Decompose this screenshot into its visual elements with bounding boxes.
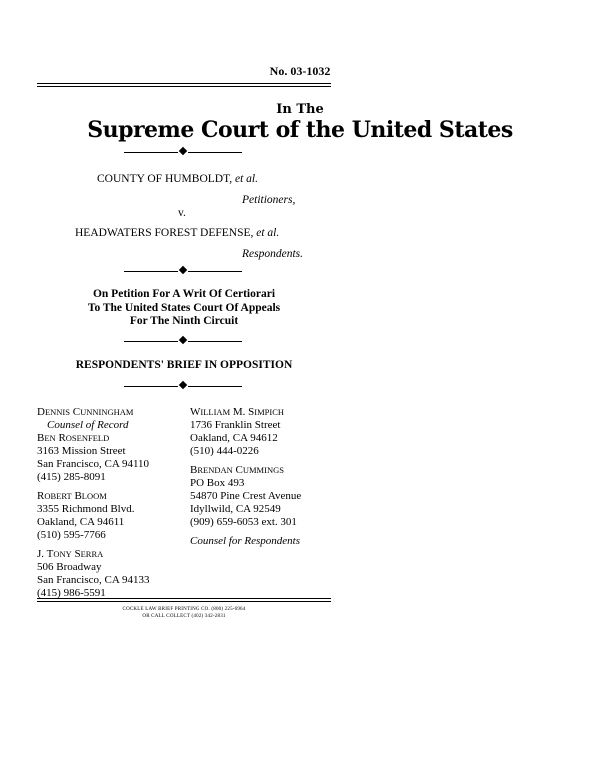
ornament-divider [124,266,242,276]
respondent-role: Respondents. [242,248,304,260]
printer-footer [37,606,331,620]
counsel-name: ROBERT BLOOM [37,490,107,502]
petitioner-role: Petitioners, [242,194,296,206]
phone-number: (415) 986-5591 [37,587,106,599]
petition-line-2: To The United States Court Of Appeals [87,301,281,314]
address-line: Oakland, CA 94612 [190,432,278,444]
respondent-name: HEADWATERS FOREST DEFENSE, [75,227,254,239]
petitioner-name: COUNTY OF HUMBOLDT, [97,173,233,185]
address-line: 1736 Franklin Street [190,419,281,431]
petitioner-line [97,173,258,185]
address-line: San Francisco, CA 94133 [37,574,150,586]
phone-number: (415) 285-8091 [37,471,106,483]
counsel-name: J. TONY SERRA [37,548,104,560]
brief-title: RESPONDENTS' BRIEF IN OPPOSITION [75,359,293,371]
ornament-divider [124,147,242,157]
footer-line-2: OR CALL COLLECT (402) 342-2831 [142,614,226,619]
footer-line-1: COCKLE LAW BRIEF PRINTING CO. (800) 225-6964 [122,607,246,612]
phone-number: (510) 444-0226 [190,445,259,457]
counsel-right-column [190,406,335,548]
address-line: Idyllwild, CA 92549 [190,503,281,515]
address-line: 3355 Richmond Blvd. [37,503,135,515]
respondent-etal: et al. [256,227,280,239]
petition-line-3: For The Ninth Circuit [129,315,239,327]
respondent-line [75,227,279,239]
address-line: PO Box 493 [190,477,245,489]
counsel-name: BEN ROSENFELD [37,432,110,444]
counsel-for-respondents: Counsel for Respondents [190,535,300,547]
address-line: Oakland, CA 94611 [37,516,125,528]
counsel-name: BRENDAN CUMMINGS [190,464,284,476]
address-line: 506 Broadway [37,561,102,573]
petition-line-1: On Petition For A Writ Of Certiorari [92,288,276,300]
counsel-name: WILLIAM M. SIMPICH [190,406,285,418]
bottom-double-rule [37,598,331,602]
petition-block [37,288,331,329]
ornament-divider [124,336,242,346]
petitioner-etal: et al. [235,173,258,185]
court-name: Supreme Court of the United States [87,117,513,143]
address-line: San Francisco, CA 94110 [37,458,150,470]
versus: v. [178,207,186,219]
counsel-name: DENNIS CUNNINGHAM [37,406,134,418]
counsel-of-record: Counsel of Record [47,419,129,431]
counsel-left-column [37,406,187,600]
phone-number: (909) 659-6053 ext. 301 [190,516,297,528]
phone-number: (510) 595-7766 [37,529,106,541]
address-line: 54870 Pine Crest Avenue [190,490,302,502]
docket-number: No. 03-1032 [269,64,331,78]
ornament-divider [124,381,242,391]
court-heading-prefix: In The [276,102,324,117]
address-line: 3163 Mission Street [37,445,126,457]
top-double-rule [37,83,331,87]
